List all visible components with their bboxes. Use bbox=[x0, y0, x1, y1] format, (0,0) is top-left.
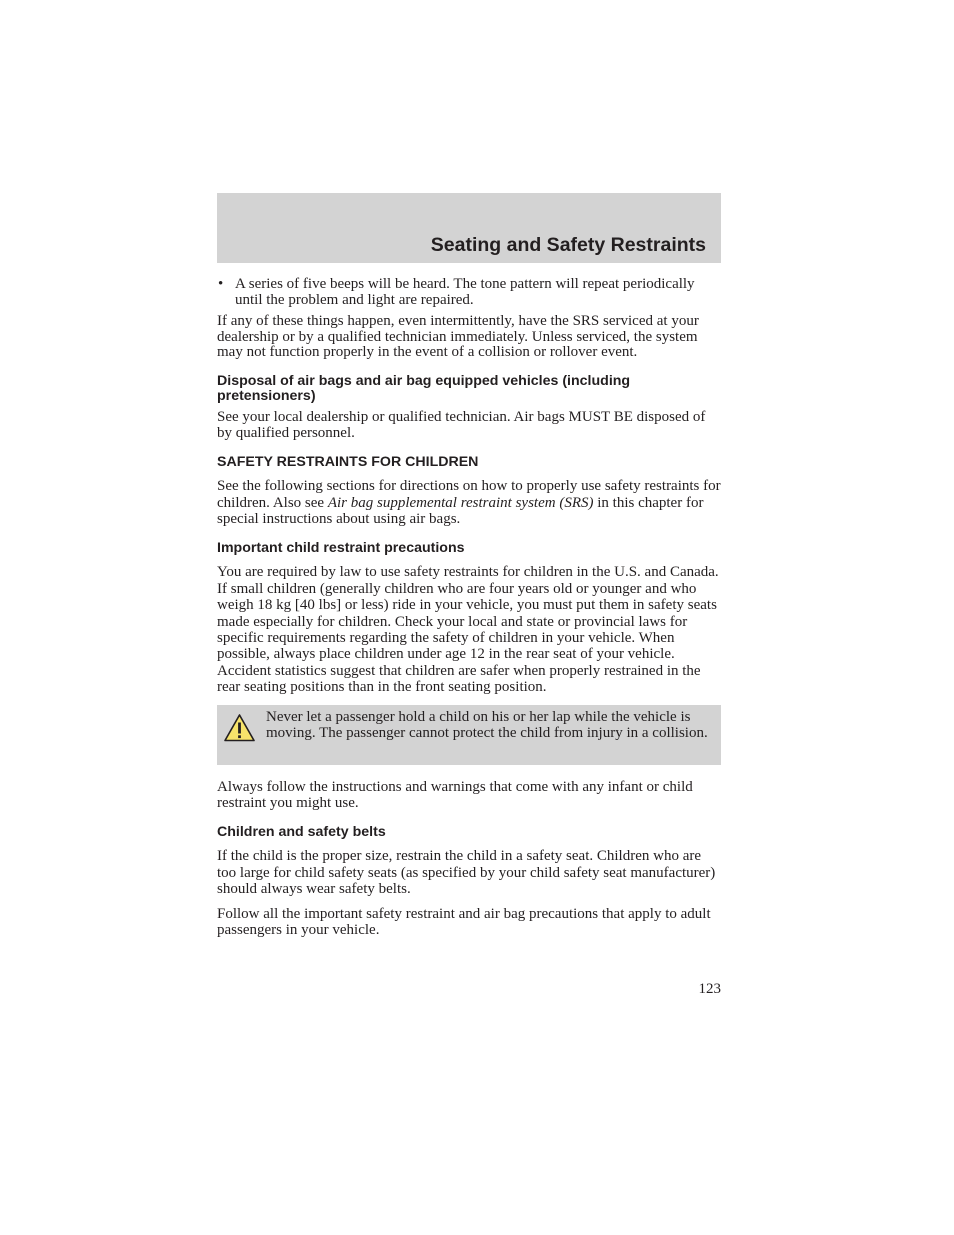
precautions-heading: Important child restraint precautions bbox=[217, 540, 465, 557]
belts-text-1: If the child is the proper size, restrain the child in a safety seat. Children who are too large for child safety seats (as specified by your child safety seat manufacturer) should always wear safety belts. bbox=[217, 848, 716, 898]
children-section-text bbox=[217, 478, 721, 527]
bullet-dot: • bbox=[218, 276, 224, 292]
belts-heading: Children and safety belts bbox=[217, 824, 386, 841]
page-content bbox=[217, 277, 721, 938]
bullet-text: A series of five beeps will be heard. The tone pattern will repeat periodically until the problem and light are repaired. bbox=[235, 276, 695, 308]
warning-text: Never let a passenger hold a child on his or her lap while the vehicle is moving. The passenger cannot protect the child from injury in a collision. bbox=[266, 708, 708, 742]
children-text-before: See the following sections for directions on how to properly use safety restraints for children. Also see bbox=[217, 478, 721, 511]
bullet-item bbox=[217, 277, 721, 308]
children-section-heading: SAFETY RESTRAINTS FOR CHILDREN bbox=[217, 454, 479, 471]
warning-box bbox=[217, 705, 721, 765]
section-title: Seating and Safety Restraints bbox=[430, 234, 706, 256]
srs-paragraph: If any of these things happen, even intermittently, have the SRS serviced at your dealership or by a qualified technician immediately. Unless serviced, the system may not function properly in the event of a collision or rollover event. bbox=[217, 313, 699, 361]
warning-triangle-icon bbox=[223, 713, 256, 743]
children-text-reference: Air bag supplemental restraint system (SRS) bbox=[327, 494, 594, 511]
page-number: 123 bbox=[698, 981, 721, 997]
children-text-after: in this chapter for special instructions about using air bags. bbox=[217, 494, 704, 527]
follow-instructions-text: Always follow the instructions and warnings that come with any infant or child restraint you might use. bbox=[217, 778, 693, 812]
section-header-band bbox=[217, 193, 721, 263]
belts-text-2: Follow all the important safety restraint and air bag precautions that apply to adult passengers in your vehicle. bbox=[217, 905, 711, 939]
disposal-text: See your local dealership or qualified technician. Air bags MUST BE disposed of by qualified personnel. bbox=[217, 408, 706, 441]
precautions-text: You are required by law to use safety restraints for children in the U.S. and Canada. If small children (generally children who are four years old or younger and who weigh 18 kg [40 lbs] or less) ride in your vehicle, you must put them in safety seats made especially for children. Check your local and state or provincial laws for specific requirements regarding the safety of children in your vehicle. When possible, always place children under age 12 in the rear seat of your vehicle. Accident statistics suggest that children are safer when properly restrained in the rear seating positions than in the front seating position. bbox=[217, 564, 719, 696]
disposal-heading: Disposal of air bags and air bag equipped vehicles (including pretensioners) bbox=[217, 372, 631, 404]
